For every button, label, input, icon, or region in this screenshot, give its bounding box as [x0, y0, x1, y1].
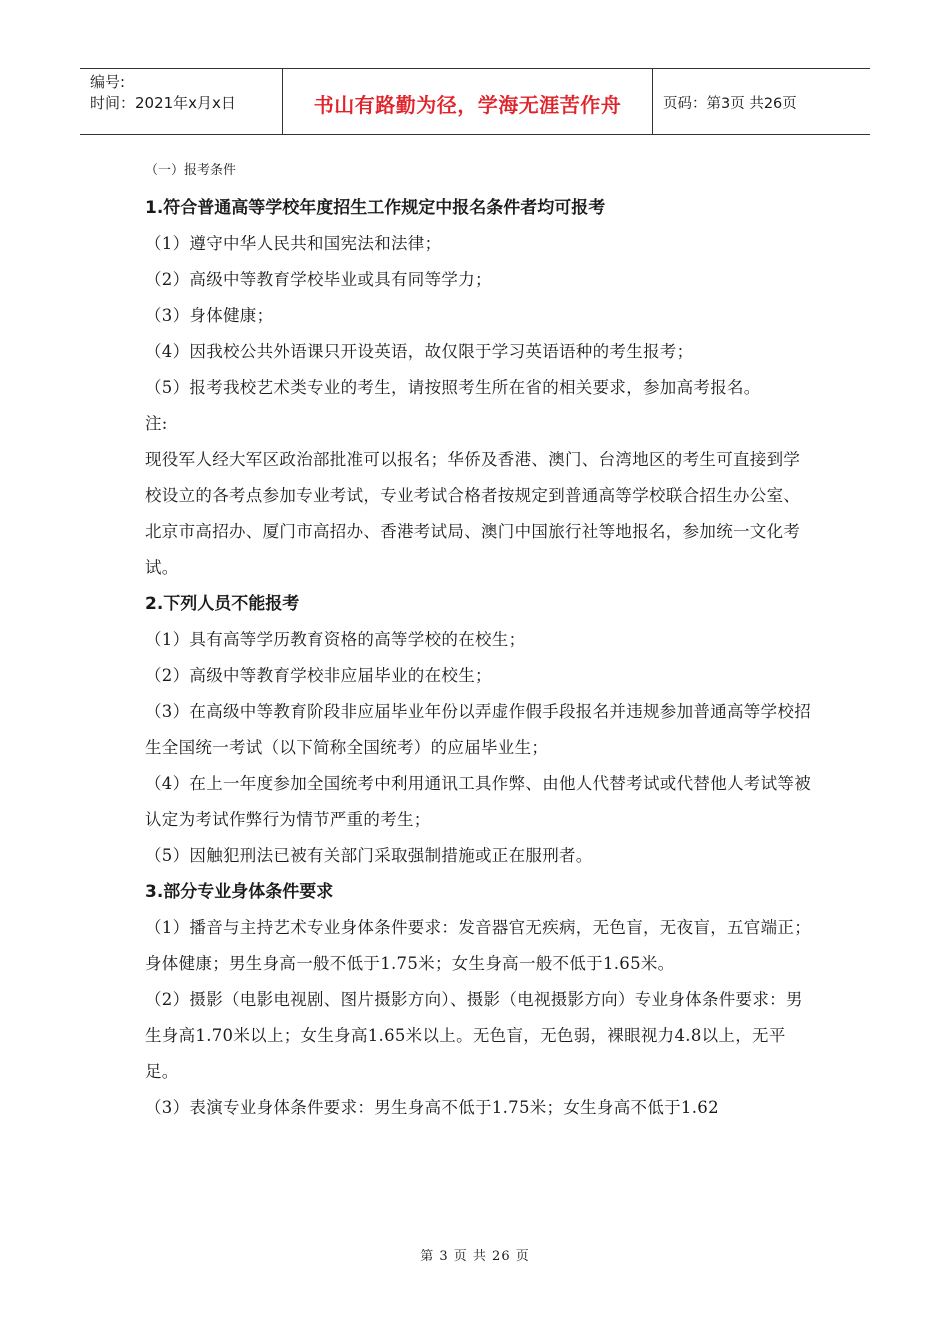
list-item: （1）具有高等学历教育资格的高等学校的在校生；: [145, 630, 526, 649]
list-item: （3）身体健康；: [145, 306, 274, 325]
page-info: 页码：第3页 共26页: [663, 96, 797, 112]
date-label: 时间：2021年x月x日: [90, 94, 236, 112]
page-header: [80, 68, 870, 135]
header-meta: [80, 69, 283, 134]
list-item: （3）在高级中等教育阶段非应届毕业年份以弄虚作假手段报名并违规参加普通高等学校招生全国统一考试（以下简称全国统考）的应届毕业生；: [145, 702, 811, 757]
list-item: （5）报考我校艺术类专业的考生，请按照考生所在省的相关要求，参加高考报名。: [145, 378, 761, 397]
note-label: 注:: [145, 414, 168, 433]
serial-number-label: 编号:: [90, 73, 126, 91]
list-item: （4）因我校公共外语课只开设英语，故仅限于学习英语语种的考生报考；: [145, 342, 694, 361]
list-item: （4）在上一年度参加全国统考中利用通讯工具作弊、由他人代替考试或代替他人考试等被认定为考试作弊行为情节严重的考生；: [145, 774, 811, 829]
motto-banner: 书山有路勤为径，学海无涯苦作舟: [283, 69, 653, 134]
section-title: （一）报考条件: [145, 163, 237, 178]
list-item: （1）播音与主持艺术专业身体条件要求：发音器官无疾病，无色盲，无夜盲，五官端正；身体健康；男生身高一般不低于1.75米；女生身高一般不低于1.65米。: [145, 918, 811, 973]
list-item: （2）高级中等教育学校毕业或具有同等学力；: [145, 270, 492, 289]
heading-3: 3.部分专业身体条件要求: [145, 882, 334, 902]
heading-2: 2.下列人员不能报考: [145, 594, 300, 614]
page-footer: 第 3 页 共 26 页: [420, 1249, 530, 1264]
list-item: （5）因触犯刑法已被有关部门采取强制措施或正在服刑者。: [145, 846, 593, 865]
list-item: （3）表演专业身体条件要求：男生身高不低于1.75米；女生身高不低于1.62: [145, 1098, 719, 1117]
document-body: [145, 152, 815, 1126]
list-item: （2）摄影（电影电视剧、图片摄影方向）、摄影（电视摄影方向）专业身体条件要求：男生身高1.70米以上；女生身高1.65米以上。无色盲，无色弱，裸眼视力4.8以上，无平足。: [145, 990, 803, 1081]
note-text: 现役军人经大军区政治部批准可以报名；华侨及香港、澳门、台湾地区的考生可直接到学校设立的各考点参加专业考试，专业考试合格者按规定到普通高等学校联合招生办公室、北京市高招办、厦门市高招办、香港考试局、澳门中国旅行社等地报名，参加统一文化考试。: [145, 450, 801, 577]
list-item: （1）遵守中华人民共和国宪法和法律；: [145, 234, 442, 253]
heading-1: 1.符合普通高等学校年度招生工作规定中报名条件者均可报考: [145, 198, 606, 218]
list-item: （2）高级中等教育学校非应届毕业的在校生；: [145, 666, 492, 685]
